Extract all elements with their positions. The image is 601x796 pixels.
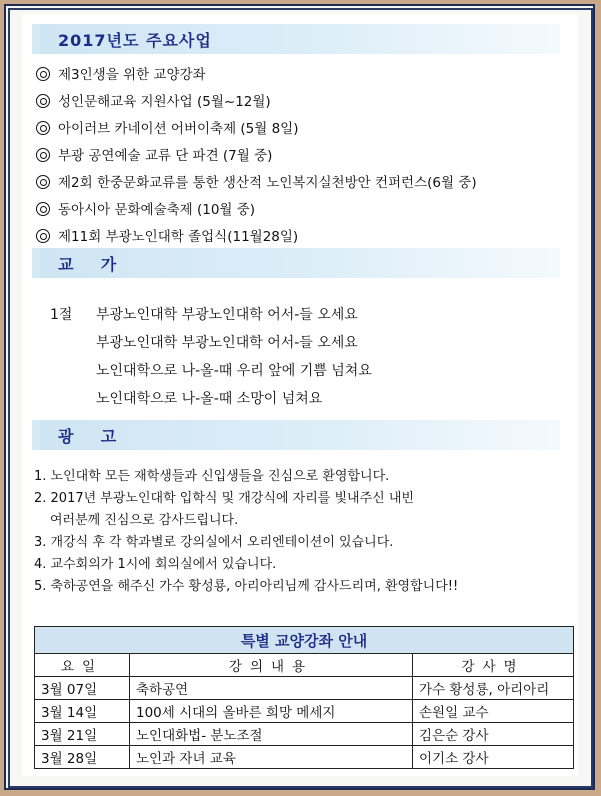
cell-day: 3월 21일 [35,723,130,746]
notices-list [34,466,458,598]
cell-lecturer: 손원일 교수 [413,700,574,723]
cell-day: 3월 07일 [35,677,130,700]
section-title-projects: 2017년도 주요사업 [58,31,212,50]
list-item: 제11회 부광노인대학 졸업식(11월28일) [36,224,477,251]
notice-item: 2. 2017년 부광노인대학 입학식 및 개강식에 자리를 빛내주신 내빈 [34,491,414,506]
bulletin-page [22,14,578,776]
list-item: 제3인생을 위한 교양강좌 [36,62,477,89]
cell-lecturer: 가수 황성룡, 아리아리 [413,677,574,700]
lyric-line: 부광노인대학 부광노인대학 어서-들 오세요 [96,335,358,351]
cell-content: 100세 시대의 올바른 희망 메세지 [130,700,413,723]
table-row [35,723,574,746]
cell-day: 3월 28일 [35,746,130,769]
column-header-day: 요일 [35,654,130,677]
table-header-row [35,654,574,677]
verse-label: 1절 [50,307,73,323]
double-circle-icon [36,121,50,135]
list-item: 아이러브 카네이션 어버이축제 (5월 8일) [36,116,477,143]
lecture-schedule-table [34,626,574,769]
double-circle-icon [36,67,50,81]
lyric-line: 1절 부광노인대학 부광노인대학 어서-들 오세요 [50,301,372,329]
table-row [35,700,574,723]
table-row [35,677,574,700]
double-circle-icon [36,202,50,216]
cell-day: 3월 14일 [35,700,130,723]
list-item: 성인문해교육 지원사업 (5월~12월) [36,89,477,116]
anthem-lyrics [50,301,372,413]
table-row [35,746,574,769]
section-title-anthem: 교 가 [58,255,118,274]
section-title-notices: 광 고 [58,427,118,446]
cell-content: 노인대화법- 분노조절 [130,723,413,746]
cell-lecturer: 이기소 강사 [413,746,574,769]
projects-list [36,62,477,251]
notice-item: 5. 축하공연을 해주신 가수 황성룡, 아리아리님께 감사드리며, 환영합니다!! [34,579,459,594]
notice-item: 4. 교수회의가 1시에 회의실에서 있습니다. [34,557,277,572]
column-header-lecturer: 강사명 [413,654,574,677]
column-header-content: 강의내용 [130,654,413,677]
notice-item: 3. 개강식 후 각 학과별로 강의실에서 오리엔테이션이 있습니다. [34,535,394,550]
list-item: 부광 공연예술 교류 단 파견 (7월 중) [36,143,477,170]
lyric-line: 노인대학으로 나-올-때 우리 앞에 기쁨 넘쳐요 [96,363,372,379]
section-header-projects [32,24,560,54]
list-item: 제2회 한중문화교류를 통한 생산적 노인복지실천방안 컨퍼런스(6월 중) [36,170,477,197]
notice-item-continued: 여러분께 진심으로 감사드립니다. [50,513,239,528]
cell-lecturer: 김은순 강사 [413,723,574,746]
table-caption: 특별 교양강좌 안내 [35,627,574,654]
double-circle-icon [36,94,50,108]
list-item: 동아시아 문화예술축제 (10월 중) [36,197,477,224]
lyric-line: 노인대학으로 나-올-때 소망이 넘쳐요 [96,391,323,407]
double-circle-icon [36,229,50,243]
double-circle-icon [36,175,50,189]
double-circle-icon [36,148,50,162]
section-header-anthem [32,248,560,278]
notice-item: 1. 노인대학 모든 재학생들과 신입생들을 진심으로 환영합니다. [34,469,390,484]
cell-content: 축하공연 [130,677,413,700]
cell-content: 노인과 자녀 교육 [130,746,413,769]
section-header-notices [32,420,560,450]
